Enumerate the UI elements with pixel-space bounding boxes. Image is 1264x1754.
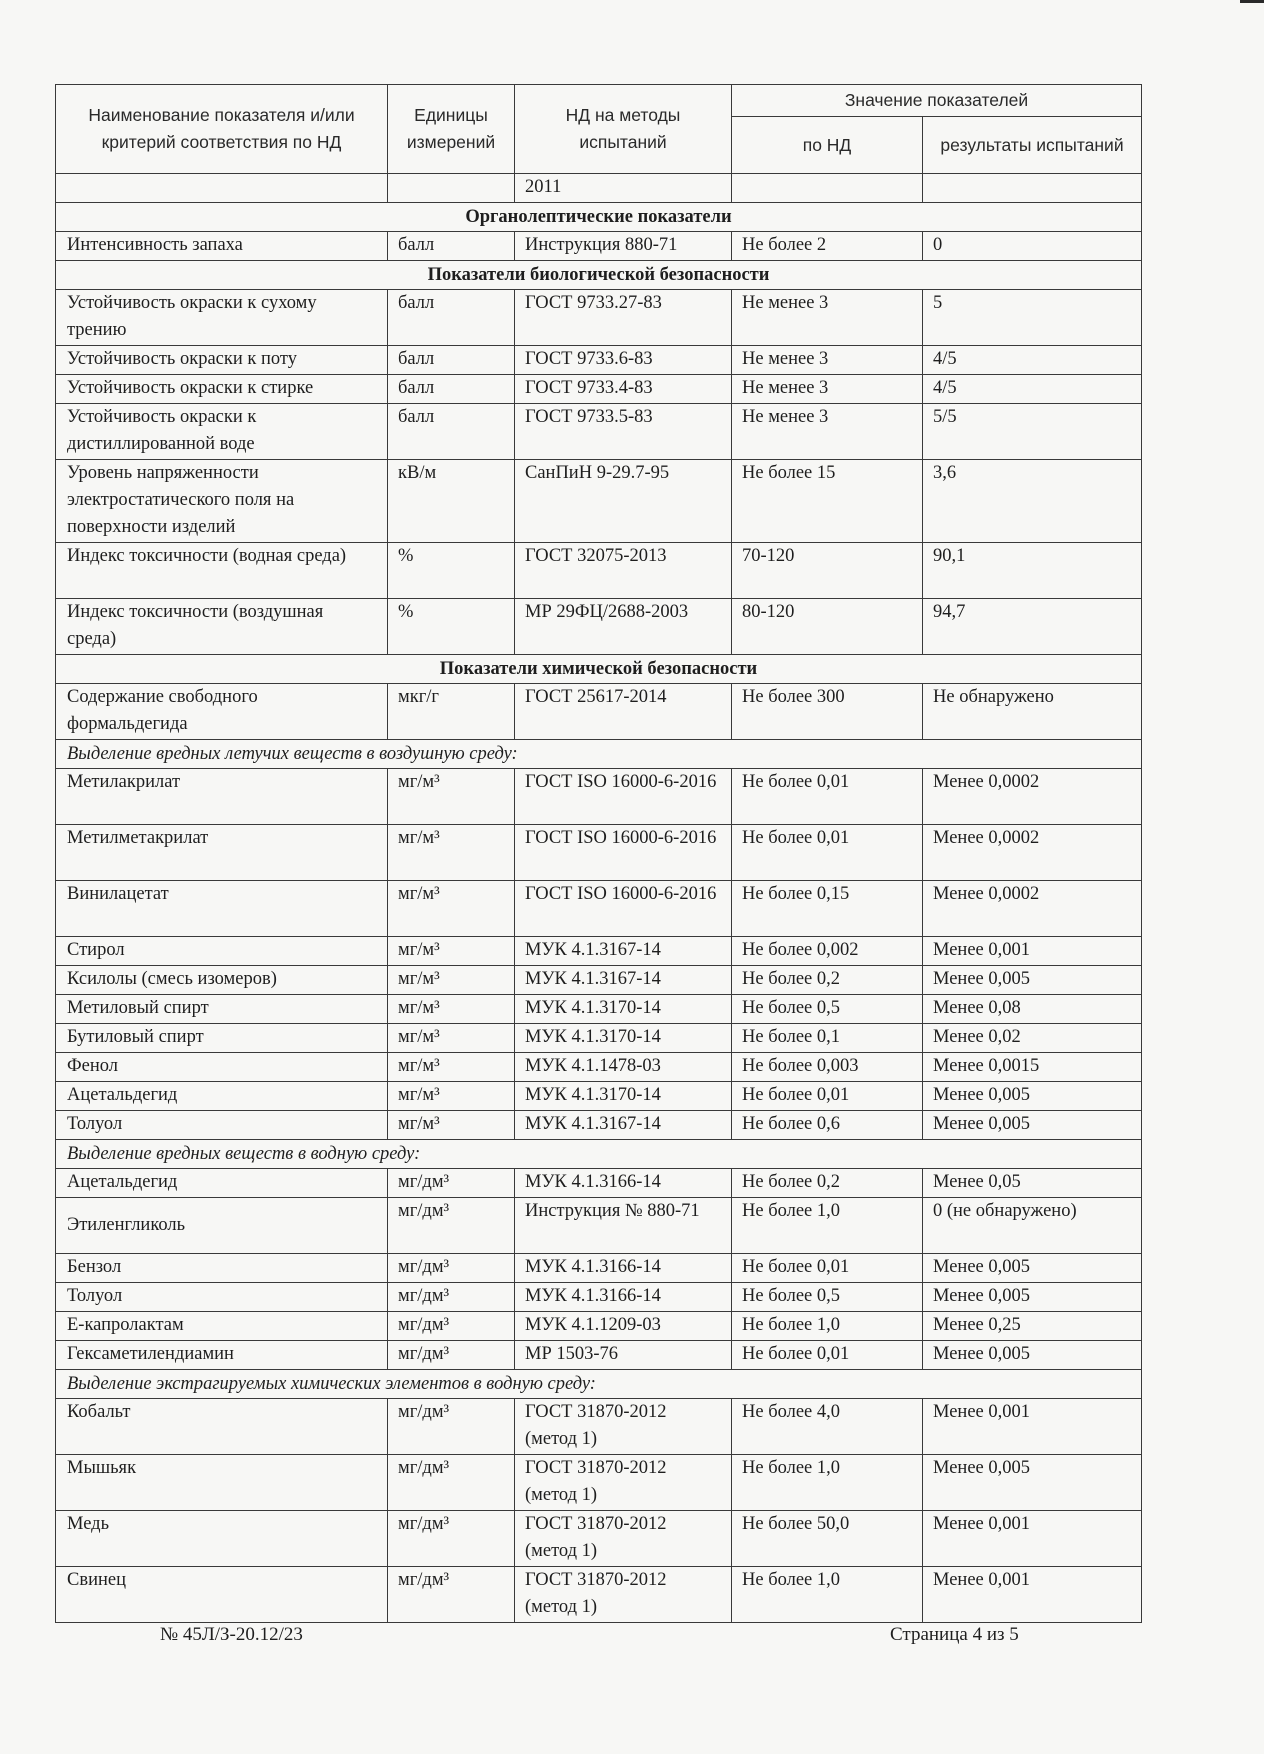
cell-method: МУК 4.1.3167-14 <box>515 937 732 966</box>
cell-units: мг/м³ <box>388 966 515 995</box>
cell-norm <box>732 174 923 203</box>
cell-units: мг/дм³ <box>388 1169 515 1198</box>
cell-method: МУК 4.1.3170-14 <box>515 995 732 1024</box>
cell-method: ГОСТ 31870-2012 (метод 1) <box>515 1399 732 1455</box>
cell-name: Интенсивность запаха <box>56 232 388 261</box>
cell-name: Мышьяк <box>56 1455 388 1511</box>
section-title: Показатели химической безопасности <box>56 655 1142 684</box>
header-norm: по НД <box>732 117 923 174</box>
cell-result: Менее 0,001 <box>923 1399 1142 1455</box>
cell-method: ГОСТ 31870-2012 (метод 1) <box>515 1511 732 1567</box>
cell-name <box>56 174 388 203</box>
table-body <box>56 174 1142 1623</box>
cell-result: Менее 0,001 <box>923 937 1142 966</box>
cell-name: Фенол <box>56 1053 388 1082</box>
cell-norm: Не более 0,01 <box>732 1082 923 1111</box>
cell-units: мг/дм³ <box>388 1511 515 1567</box>
cell-norm: Не более 300 <box>732 684 923 740</box>
table-row <box>56 995 1142 1024</box>
cell-name: Толуол <box>56 1283 388 1312</box>
table-row <box>56 1312 1142 1341</box>
cell-units <box>388 174 515 203</box>
cell-norm: Не более 0,15 <box>732 881 923 937</box>
cell-result: Менее 0,25 <box>923 1312 1142 1341</box>
cell-name: Гексаметилендиамин <box>56 1341 388 1370</box>
cell-method: ГОСТ 9733.6-83 <box>515 346 732 375</box>
table-row <box>56 1283 1142 1312</box>
cell-units: мг/м³ <box>388 825 515 881</box>
cell-result: Менее 0,001 <box>923 1567 1142 1623</box>
cell-method: Инструкция № 880-71 <box>515 1198 732 1254</box>
section-header-row <box>56 261 1142 290</box>
cell-result: Не обнаружено <box>923 684 1142 740</box>
cell-method: МУК 4.1.3170-14 <box>515 1024 732 1053</box>
cell-method: ГОСТ 25617-2014 <box>515 684 732 740</box>
cell-norm: Не более 1,0 <box>732 1455 923 1511</box>
table-row <box>56 174 1142 203</box>
cell-result: Менее 0,005 <box>923 1082 1142 1111</box>
cell-norm: Не более 0,01 <box>732 1341 923 1370</box>
cell-result: 3,6 <box>923 460 1142 543</box>
cell-norm: Не более 4,0 <box>732 1399 923 1455</box>
cell-name: Стирол <box>56 937 388 966</box>
cell-method: ГОСТ ISO 16000-6-2016 <box>515 881 732 937</box>
cell-units: мг/м³ <box>388 1024 515 1053</box>
table-row <box>56 1254 1142 1283</box>
cell-result: Менее 0,0002 <box>923 881 1142 937</box>
cell-name: Е-капролактам <box>56 1312 388 1341</box>
section-header-row <box>56 655 1142 684</box>
cell-result: Менее 0,001 <box>923 1511 1142 1567</box>
document-number: № 45Л/З-20.12/23 <box>160 1624 303 1645</box>
header-values: Значение показателей <box>732 85 1142 117</box>
cell-result: Менее 0,02 <box>923 1024 1142 1053</box>
cell-norm: Не более 0,5 <box>732 995 923 1024</box>
cell-name: Индекс токсичности (водная среда) <box>56 543 388 599</box>
cell-norm: Не менее 3 <box>732 404 923 460</box>
cell-method: ГОСТ 31870-2012 (метод 1) <box>515 1567 732 1623</box>
table-row <box>56 1082 1142 1111</box>
table-row <box>56 404 1142 460</box>
test-results-table <box>55 84 1142 1623</box>
table-row <box>56 1198 1142 1254</box>
scan-edge-mark <box>1240 0 1264 3</box>
cell-result: Менее 0,005 <box>923 1283 1142 1312</box>
cell-units: мг/дм³ <box>388 1399 515 1455</box>
cell-units: балл <box>388 346 515 375</box>
table-row <box>56 684 1142 740</box>
cell-method: ГОСТ 9733.27-83 <box>515 290 732 346</box>
table-row <box>56 543 1142 599</box>
cell-units: мг/м³ <box>388 1082 515 1111</box>
cell-name: Метиловый спирт <box>56 995 388 1024</box>
cell-name: Кобальт <box>56 1399 388 1455</box>
cell-norm: Не более 1,0 <box>732 1312 923 1341</box>
cell-units: мкг/г <box>388 684 515 740</box>
cell-norm: Не более 1,0 <box>732 1567 923 1623</box>
cell-units: мг/м³ <box>388 769 515 825</box>
cell-result: Менее 0,005 <box>923 1111 1142 1140</box>
cell-norm: Не менее 3 <box>732 290 923 346</box>
cell-method: МР 29ФЦ/2688-2003 <box>515 599 732 655</box>
cell-name: Уровень напряженности электростатического поля на поверхности изделий <box>56 460 388 543</box>
cell-method: ГОСТ 32075-2013 <box>515 543 732 599</box>
table-row <box>56 937 1142 966</box>
cell-units: % <box>388 543 515 599</box>
cell-units: мг/м³ <box>388 995 515 1024</box>
cell-norm: Не более 1,0 <box>732 1198 923 1254</box>
cell-norm: Не более 50,0 <box>732 1511 923 1567</box>
cell-method: МУК 4.1.1209-03 <box>515 1312 732 1341</box>
cell-result: Менее 0,0002 <box>923 769 1142 825</box>
table-row <box>56 1399 1142 1455</box>
header-units: Единицы измерений <box>388 85 515 174</box>
cell-norm: Не более 0,01 <box>732 1254 923 1283</box>
cell-norm: Не более 0,2 <box>732 966 923 995</box>
cell-name: Содержание свободного формальдегида <box>56 684 388 740</box>
cell-norm: Не более 2 <box>732 232 923 261</box>
cell-method: МУК 4.1.1478-03 <box>515 1053 732 1082</box>
subsection-title: Выделение вредных летучих веществ в воздушную среду: <box>56 740 1142 769</box>
cell-name: Устойчивость окраски к стирке <box>56 375 388 404</box>
subsection-title: Выделение вредных веществ в водную среду: <box>56 1140 1142 1169</box>
cell-name: Метилметакрилат <box>56 825 388 881</box>
table-row <box>56 1169 1142 1198</box>
subsection-header-row <box>56 740 1142 769</box>
cell-norm: Не менее 3 <box>732 346 923 375</box>
cell-units: мг/м³ <box>388 881 515 937</box>
cell-result <box>923 174 1142 203</box>
cell-name: Бутиловый спирт <box>56 1024 388 1053</box>
cell-units: мг/дм³ <box>388 1341 515 1370</box>
cell-name: Ацетальдегид <box>56 1169 388 1198</box>
header-methods: НД на методы испытаний <box>515 85 732 174</box>
cell-name: Устойчивость окраски к сухому трению <box>56 290 388 346</box>
cell-method: МУК 4.1.3170-14 <box>515 1082 732 1111</box>
cell-result: Менее 0,05 <box>923 1169 1142 1198</box>
table-row <box>56 375 1142 404</box>
cell-result: Менее 0,08 <box>923 995 1142 1024</box>
cell-norm: Не более 0,01 <box>732 825 923 881</box>
cell-method: МУК 4.1.3166-14 <box>515 1169 732 1198</box>
table-row <box>56 1455 1142 1511</box>
table-row <box>56 232 1142 261</box>
cell-units: мг/дм³ <box>388 1567 515 1623</box>
cell-result: Менее 0,005 <box>923 1455 1142 1511</box>
cell-result: Менее 0,0015 <box>923 1053 1142 1082</box>
cell-name: Свинец <box>56 1567 388 1623</box>
cell-units: % <box>388 599 515 655</box>
header-row-1 <box>56 85 1142 117</box>
cell-result: 0 (не обнаружено) <box>923 1198 1142 1254</box>
cell-method: 2011 <box>515 174 732 203</box>
cell-name: Устойчивость окраски к дистиллированной воде <box>56 404 388 460</box>
table-row <box>56 460 1142 543</box>
cell-units: балл <box>388 375 515 404</box>
cell-method: МУК 4.1.3167-14 <box>515 1111 732 1140</box>
cell-name: Медь <box>56 1511 388 1567</box>
cell-name: Этиленгликоль <box>56 1198 388 1254</box>
cell-result: 5 <box>923 290 1142 346</box>
cell-norm: Не более 0,5 <box>732 1283 923 1312</box>
cell-name: Ацетальдегид <box>56 1082 388 1111</box>
section-title: Органолептические показатели <box>56 203 1142 232</box>
cell-method: МР 1503-76 <box>515 1341 732 1370</box>
cell-units: мг/дм³ <box>388 1198 515 1254</box>
cell-units: балл <box>388 404 515 460</box>
table-row <box>56 881 1142 937</box>
cell-result: Менее 0,005 <box>923 966 1142 995</box>
cell-name: Устойчивость окраски к поту <box>56 346 388 375</box>
cell-units: мг/дм³ <box>388 1455 515 1511</box>
cell-method: ГОСТ ISO 16000-6-2016 <box>515 825 732 881</box>
cell-norm: Не менее 3 <box>732 375 923 404</box>
cell-method: МУК 4.1.3166-14 <box>515 1283 732 1312</box>
table-row <box>56 1111 1142 1140</box>
page-number: Страница 4 из 5 <box>890 1624 1019 1645</box>
cell-method: МУК 4.1.3167-14 <box>515 966 732 995</box>
cell-units: мг/дм³ <box>388 1254 515 1283</box>
table-row <box>56 769 1142 825</box>
cell-units: мг/м³ <box>388 1053 515 1082</box>
section-header-row <box>56 203 1142 232</box>
cell-result: 90,1 <box>923 543 1142 599</box>
cell-name: Винилацетат <box>56 881 388 937</box>
header-results: результаты испытаний <box>923 117 1142 174</box>
cell-name: Метилакрилат <box>56 769 388 825</box>
cell-method: ГОСТ 31870-2012 (метод 1) <box>515 1455 732 1511</box>
table-row <box>56 966 1142 995</box>
cell-norm: 80-120 <box>732 599 923 655</box>
cell-units: балл <box>388 290 515 346</box>
cell-norm: 70-120 <box>732 543 923 599</box>
subsection-header-row <box>56 1370 1142 1399</box>
table-row <box>56 825 1142 881</box>
cell-units: мг/дм³ <box>388 1312 515 1341</box>
table-row <box>56 1024 1142 1053</box>
cell-method: ГОСТ ISO 16000-6-2016 <box>515 769 732 825</box>
cell-result: 0 <box>923 232 1142 261</box>
cell-method: Инструкция 880-71 <box>515 232 732 261</box>
section-title: Показатели биологической безопасности <box>56 261 1142 290</box>
cell-method: МУК 4.1.3166-14 <box>515 1254 732 1283</box>
cell-units: кВ/м <box>388 460 515 543</box>
cell-result: 94,7 <box>923 599 1142 655</box>
cell-method: ГОСТ 9733.4-83 <box>515 375 732 404</box>
cell-units: балл <box>388 232 515 261</box>
table-row <box>56 599 1142 655</box>
cell-norm: Не более 15 <box>732 460 923 543</box>
cell-norm: Не более 0,1 <box>732 1024 923 1053</box>
table-row <box>56 290 1142 346</box>
cell-norm: Не более 0,6 <box>732 1111 923 1140</box>
header-name: Наименование показателя и/или критерий соответствия по НД <box>56 85 388 174</box>
cell-norm: Не более 0,01 <box>732 769 923 825</box>
cell-result: 5/5 <box>923 404 1142 460</box>
cell-result: Менее 0,005 <box>923 1341 1142 1370</box>
cell-name: Толуол <box>56 1111 388 1140</box>
table-row <box>56 1053 1142 1082</box>
table-row <box>56 1567 1142 1623</box>
cell-result: 4/5 <box>923 375 1142 404</box>
subsection-title: Выделение экстрагируемых химических элементов в водную среду: <box>56 1370 1142 1399</box>
cell-name: Бензол <box>56 1254 388 1283</box>
cell-units: мг/м³ <box>388 937 515 966</box>
cell-method: СанПиН 9-29.7-95 <box>515 460 732 543</box>
cell-method: ГОСТ 9733.5-83 <box>515 404 732 460</box>
subsection-header-row <box>56 1140 1142 1169</box>
cell-result: 4/5 <box>923 346 1142 375</box>
table-row <box>56 346 1142 375</box>
cell-name: Ксилолы (смесь изомеров) <box>56 966 388 995</box>
cell-units: мг/м³ <box>388 1111 515 1140</box>
cell-norm: Не более 0,2 <box>732 1169 923 1198</box>
cell-result: Менее 0,005 <box>923 1254 1142 1283</box>
cell-units: мг/дм³ <box>388 1283 515 1312</box>
cell-norm: Не более 0,003 <box>732 1053 923 1082</box>
cell-name: Индекс токсичности (воздушная среда) <box>56 599 388 655</box>
table-row <box>56 1511 1142 1567</box>
cell-result: Менее 0,0002 <box>923 825 1142 881</box>
cell-norm: Не более 0,002 <box>732 937 923 966</box>
table-row <box>56 1341 1142 1370</box>
